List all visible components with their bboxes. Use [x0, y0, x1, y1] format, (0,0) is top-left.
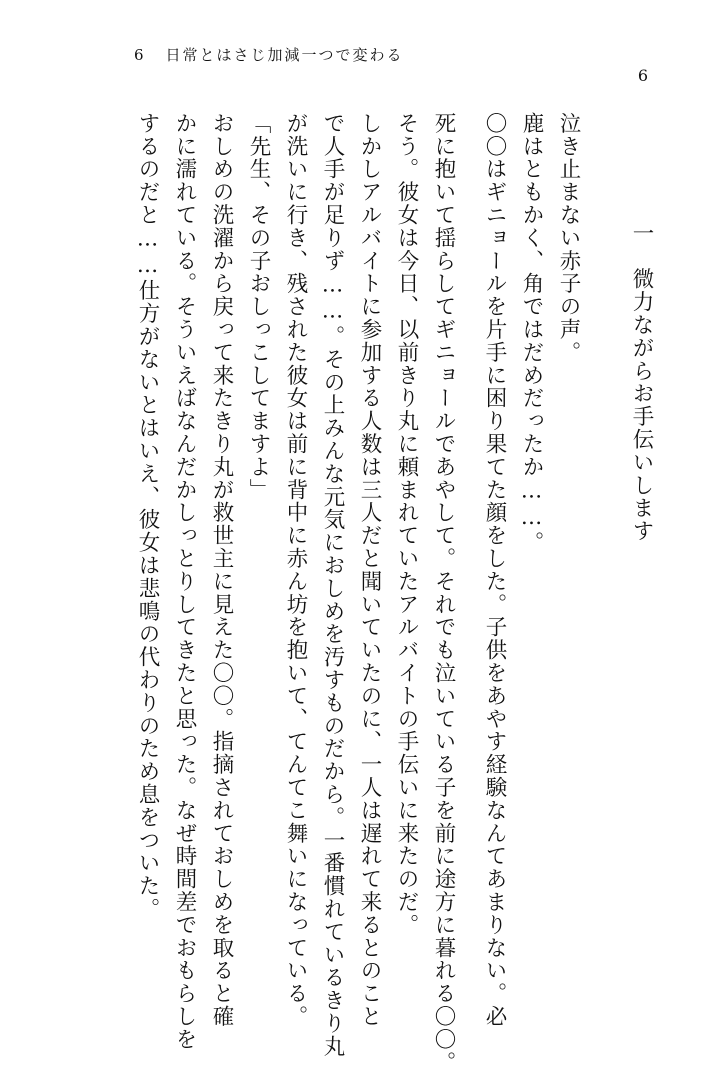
running-head-title: 日常とはさじ加減一つで変わる — [165, 46, 404, 64]
text-line: そう。彼女は今日、以前きり丸に頼まれていたアルバイトの手伝いに来たのだ。 — [394, 112, 419, 937]
page-number: 6 — [637, 66, 648, 85]
text-line: が洗いに行き、残された彼女は前に背中に赤ん坊を抱いて、てんてこ舞いになっている。 — [283, 112, 308, 1028]
body-text — [129, 112, 660, 1074]
running-head — [134, 44, 404, 65]
chapter-title: 一 微力ながらお手伝いします — [629, 222, 654, 543]
text-line: 泣き止まない赤子の声。 — [556, 112, 581, 364]
text-line: おしめの洗濯から戻って来たきり丸が救世主に見えた〇〇。指摘されておしめを取ると確 — [209, 112, 234, 1028]
running-head-page-number: 6 — [134, 46, 146, 64]
text-line: 死に抱いて揺らしてギニョールであやして。それでも泣いている子を前に途方に暮れる〇〇。 — [431, 112, 456, 1074]
dialogue-line: 「先生、その子おしっこしてますよ」 — [246, 112, 271, 502]
text-line: 鹿はともかく、角ではだめだったか……。 — [519, 112, 544, 555]
text-line: 〇〇はギニョールを片手に困り果てた顔をした。子供をあやす経験なんてあまりない。必 — [482, 112, 507, 1028]
text-line: しかしアルバイトに参加する人数は三人だと聞いていたのに、一人は遅れて来るとのこと — [357, 112, 382, 1028]
text-line: するのだと……仕方がないとはいえ、彼女は悲鳴の代わりのため息をついた。 — [135, 112, 160, 921]
text-line: で人手が足りず……。その上みんな元気におしめを汚すものだから。一番慣れているきり丸 — [320, 112, 345, 1058]
text-line: かに濡れている。そういえばなんだかしっとりしてきたと思った。なぜ時間差でおもらしを — [172, 112, 197, 1051]
